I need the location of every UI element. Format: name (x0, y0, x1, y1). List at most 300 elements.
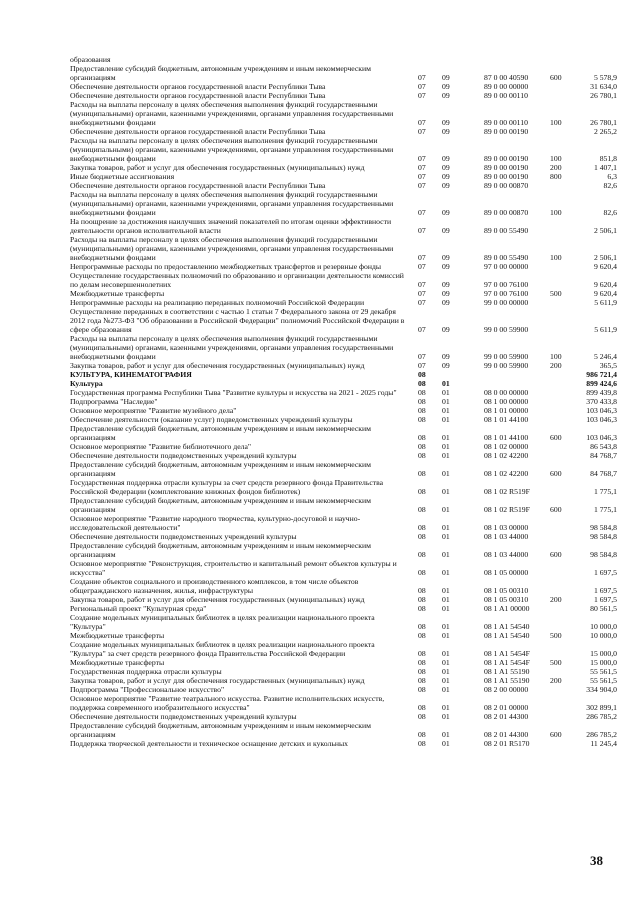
table-row (70, 190, 617, 217)
row-section-code: 07 (418, 361, 426, 370)
row-expense-type: 200 (550, 163, 562, 172)
row-amount: 365,5 (599, 361, 617, 370)
row-section-code: 08 (418, 658, 426, 667)
row-amount: 86 543,8 (590, 442, 617, 451)
row-subsection-code: 01 (442, 730, 450, 739)
row-target-article: 08 1 02 R519F (484, 505, 530, 514)
row-section-code: 08 (418, 550, 426, 559)
row-subsection-code: 01 (442, 631, 450, 640)
row-section-code: 07 (418, 289, 426, 298)
row-amount: 84 768,7 (590, 469, 617, 478)
row-target-article: 08 1 A1 54540 (484, 622, 530, 631)
row-expense-type (550, 370, 584, 379)
row-target-article: 99 0 00 59900 (484, 325, 529, 334)
row-section-code: 08 (418, 631, 426, 640)
row-amount: 286 785,2 (586, 730, 617, 739)
row-name: Предоставление субсидий бюджетным, автономным учреждениям и иным некоммерческим организациям (70, 721, 371, 739)
row-target-article: 08 1 03 44000 (484, 532, 529, 541)
row-amount: 10 000,0 (590, 622, 617, 631)
row-section-code: 08 (418, 685, 426, 694)
row-amount: 82,6 (603, 181, 617, 190)
table-row (70, 262, 617, 271)
row-target-article: 89 0 00 00870 (484, 181, 529, 190)
row-expense-type (550, 451, 584, 460)
table-row (70, 181, 617, 190)
table-row (70, 388, 617, 397)
row-name: Расходы на выплаты персоналу в целях обеспечения выполнения функций государственными (муниципальными) органами, казенными учреждениями, органами управления государственными внебюджетными фондами (70, 334, 394, 361)
row-amount: 899 439,8 (586, 388, 617, 397)
row-expense-type (550, 307, 584, 334)
row-name: Обеспечение деятельности органов государственной власти Республики Тыва (70, 127, 326, 136)
row-subsection-code: 09 (442, 127, 450, 136)
row-name: На поощрение за достижения наилучших значений показателей по итогам оценки эффективности деятельности органов исполнительной власти (70, 217, 392, 235)
row-subsection-code: 01 (442, 469, 450, 478)
row-expense-type (550, 577, 584, 595)
row-name: образования (70, 55, 111, 64)
row-name: Культура (70, 379, 103, 388)
row-section-code: 08 (418, 532, 426, 541)
row-expense-type: 800 (550, 172, 562, 181)
row-amount: 286 785,2 (586, 712, 617, 721)
row-target-article (484, 370, 550, 379)
table-row (70, 271, 617, 289)
row-subsection-code: 01 (442, 550, 450, 559)
row-subsection-code: 09 (442, 352, 450, 361)
row-section-code: 07 (418, 208, 426, 217)
row-section-code: 08 (418, 730, 426, 739)
table-row (70, 595, 617, 604)
row-amount: 1 775,1 (593, 505, 617, 514)
row-section-code: 08 (418, 604, 426, 613)
row-target-article: 08 1 02 42200 (484, 469, 529, 478)
row-expense-type (550, 667, 584, 676)
row-name: Обеспечение деятельности органов государственной власти Республики Тыва (70, 181, 326, 190)
row-target-article: 08 2 01 44300 (484, 730, 529, 739)
row-target-article: 08 1 A1 5454F (484, 658, 530, 667)
row-section-code: 08 (418, 379, 426, 388)
table-row (70, 406, 617, 415)
row-name: Закупка товаров, работ и услуг для обеспечения государственных (муниципальных) нужд (70, 595, 365, 604)
row-name: Региональный проект "Культурная среда" (70, 604, 207, 613)
row-expense-type (550, 298, 584, 307)
row-name: Расходы на выплаты персоналу в целях обеспечения выполнения функций государственными (муниципальными) органами, казенными учреждениями, органами управления государственными внебюджетными фондами (70, 190, 394, 217)
row-section-code: 08 (418, 568, 426, 577)
row-expense-type: 600 (550, 505, 562, 514)
row-section-code: 07 (418, 298, 426, 307)
table-row (70, 559, 617, 577)
row-expense-type (550, 613, 584, 631)
row-amount: 1 407,1 (593, 163, 617, 172)
row-amount: 82,6 (603, 208, 617, 217)
table-row (70, 298, 617, 307)
row-section-code: 08 (418, 415, 426, 424)
table-row (70, 685, 617, 694)
row-expense-type (550, 739, 584, 748)
row-expense-type (550, 406, 584, 415)
row-target-article: 89 0 00 00110 (484, 118, 528, 127)
row-section-code: 08 (418, 739, 426, 748)
row-target-article: 08 1 05 00310 (484, 595, 529, 604)
row-name: Иные бюджетные ассигнования (70, 172, 175, 181)
row-amount: 98 584,8 (590, 523, 617, 532)
row-section-code: 08 (418, 433, 426, 442)
row-name: Обеспечение деятельности (оказание услуг) подведомственных учреждений культуры (70, 415, 353, 424)
table-row (70, 478, 617, 496)
row-amount: 302 899,1 (586, 703, 617, 712)
row-name: Предоставление субсидий бюджетным, автономным учреждениям и иным некоммерческим организациям (70, 496, 371, 514)
row-section-code: 08 (418, 676, 426, 685)
table-row (70, 442, 617, 451)
row-amount: 15 000,0 (590, 649, 617, 658)
row-expense-type: 100 (550, 154, 562, 163)
row-subsection-code: 01 (442, 406, 450, 415)
row-name: Создание объектов социального и производственного комплексов, в том числе объектов общегражданского назначения, жилья, инфраструктуры (70, 577, 359, 595)
row-amount: 1 697,5 (593, 595, 617, 604)
table-row (70, 460, 617, 478)
row-target-article: 08 1 03 44000 (484, 550, 529, 559)
row-amount: 5 611,9 (594, 325, 617, 334)
row-subsection-code: 09 (442, 253, 450, 262)
row-target-article: 08 1 03 00000 (484, 523, 529, 532)
row-amount: 2 265,2 (593, 127, 617, 136)
table-row (70, 334, 617, 361)
row-subsection-code: 01 (442, 433, 450, 442)
table-row (70, 172, 617, 181)
table-row (70, 514, 617, 532)
row-amount: 9 620,4 (593, 280, 617, 289)
row-expense-type: 200 (550, 361, 562, 370)
row-amount: 2 506,1 (593, 226, 617, 235)
row-name: Осуществление переданных в соответствии с частью 1 статьи 7 Федерального закона от 29 декабря 2012 года №273-ФЗ "Об образовании в Российской Федерации" полномочий Российской Федерации в сфере образования (70, 307, 405, 334)
row-subsection-code: 01 (442, 595, 450, 604)
row-subsection-code: 01 (442, 415, 450, 424)
row-expense-type: 100 (550, 118, 562, 127)
row-subsection-code: 09 (442, 91, 450, 100)
row-section-code: 07 (418, 280, 426, 289)
row-name: Основное мероприятие "Развитие библиотечного дела" (70, 442, 252, 451)
row-name: Государственная программа Республики Тыва "Развитие культуры и искусства на 2021 - 2025 годы" (70, 388, 397, 397)
row-subsection-code: 09 (442, 73, 450, 82)
row-name: Непрограммные расходы по предоставлению межбюджетных трансфертов и резервные фонды (70, 262, 382, 271)
row-amount: 2 506,1 (593, 253, 617, 262)
row-expense-type: 600 (550, 433, 562, 442)
row-target-article: 08 1 00 00000 (484, 397, 529, 406)
row-amount: 9 620,4 (593, 289, 617, 298)
row-section-code: 08 (418, 370, 426, 379)
row-amount: 370 433,8 (586, 397, 617, 406)
row-target-article: 97 0 00 00000 (484, 262, 529, 271)
row-name: Основное мероприятие "Реконструкция, строительство и капитальный ремонт объектов культуры и искусства" (70, 559, 397, 577)
row-subsection-code: 09 (442, 280, 450, 289)
row-section-code: 07 (418, 172, 426, 181)
table-row (70, 100, 617, 127)
row-name: Предоставление субсидий бюджетным, автономным учреждениям и иным некоммерческим организациям (70, 460, 371, 478)
row-subsection-code: 01 (442, 568, 450, 577)
row-amount: 1 697,5 (593, 568, 617, 577)
row-expense-type (550, 55, 584, 64)
table-row (70, 415, 617, 424)
row-amount: 26 780,1 (590, 91, 617, 100)
row-section-code: 08 (418, 622, 426, 631)
row-expense-type: 100 (550, 208, 562, 217)
row-name: Предоставление субсидий бюджетным, автономным учреждениям и иным некоммерческим организациям (70, 64, 371, 82)
row-section-code: 08 (418, 406, 426, 415)
row-subsection-code: 01 (442, 586, 450, 595)
row-section-code: 08 (418, 487, 426, 496)
row-target-article: 99 0 00 59900 (484, 361, 529, 370)
row-amount: 31 634,0 (590, 82, 617, 91)
table-row (70, 541, 617, 559)
table-row (70, 739, 617, 748)
row-amount: 899 424,6 (586, 379, 617, 388)
row-subsection-code: 01 (442, 649, 450, 658)
row-target-article: 08 1 A1 55190 (484, 667, 530, 676)
row-name: Предоставление субсидий бюджетным, автономным учреждениям и иным некоммерческим организациям (70, 541, 371, 559)
row-expense-type (550, 262, 584, 271)
row-expense-type (550, 694, 584, 712)
row-amount: 5 246,4 (593, 352, 617, 361)
row-section-code: 08 (418, 388, 426, 397)
row-amount: 98 584,8 (590, 550, 617, 559)
row-amount: 55 561,5 (590, 676, 617, 685)
table-row (70, 379, 617, 388)
row-name: Осуществление государственных полномочий по образованию и организации деятельности комиссий по делам несовершеннолетних (70, 271, 404, 289)
row-subsection-code: 01 (442, 532, 450, 541)
row-subsection-code: 01 (442, 622, 450, 631)
row-subsection-code: 09 (442, 118, 450, 127)
row-name: Закупка товаров, работ и услуг для обеспечения государственных (муниципальных) нужд (70, 163, 365, 172)
row-subsection-code: 01 (442, 505, 450, 514)
row-subsection-code: 09 (442, 289, 450, 298)
row-subsection-code: 01 (442, 703, 450, 712)
row-section-code: 08 (418, 469, 426, 478)
row-expense-type (550, 397, 584, 406)
table-row (70, 694, 617, 712)
row-name: Обеспечение деятельности органов государственной власти Республики Тыва (70, 82, 326, 91)
table-row (70, 667, 617, 676)
row-target-article: 08 1 02 00000 (484, 442, 529, 451)
row-target-article: 89 0 00 00000 (484, 82, 529, 91)
row-subsection-code: 01 (442, 379, 450, 388)
row-name: Межбюджетные трансферты (70, 658, 165, 667)
row-name: Обеспечение деятельности подведомственных учреждений культуры (70, 451, 297, 460)
row-name: Закупка товаров, работ и услуг для обеспечения государственных (муниципальных) нужд (70, 361, 365, 370)
row-name: Основное мероприятие "Развитие театрального искусства. Развитие исполнительских искусств, поддержка современного изобразительного искусства" (70, 694, 385, 712)
table-row (70, 217, 617, 235)
row-name: Создание модельных муниципальных библиотек в целях реализации национального проекта "Культура" (70, 613, 375, 631)
row-subsection-code: 01 (442, 685, 450, 694)
row-target-article: 08 2 01 R5170 (484, 739, 530, 748)
row-amount: 11 245,4 (590, 739, 617, 748)
row-subsection-code: 01 (442, 523, 450, 532)
row-subsection-code: 09 (442, 325, 450, 334)
row-subsection-code (442, 370, 484, 379)
row-amount: 851,8 (599, 154, 617, 163)
row-expense-type (550, 82, 584, 91)
row-target-article: 08 1 01 00000 (484, 406, 529, 415)
row-expense-type: 600 (550, 73, 562, 82)
row-expense-type (550, 640, 584, 658)
row-subsection-code: 01 (442, 451, 450, 460)
budget-table (70, 55, 617, 748)
row-name: Создание модельных муниципальных библиотек в целях реализации национального проекта "Культура" за счет средств резервного фонда Правительства Российской Федерации (70, 640, 375, 658)
row-name: Подпрограмма "Наследие" (70, 397, 158, 406)
row-subsection-code: 09 (442, 181, 450, 190)
row-expense-type (550, 217, 584, 235)
row-name: Непрограммные расходы на реализацию переданных полномочий Российской Федерации (70, 298, 365, 307)
row-amount: 26 780,1 (590, 118, 617, 127)
table-row (70, 91, 617, 100)
table-row (70, 136, 617, 163)
row-subsection-code: 01 (442, 712, 450, 721)
row-section-code: 08 (418, 667, 426, 676)
row-expense-type: 100 (550, 352, 562, 361)
row-target-article: 99 0 00 00000 (484, 298, 529, 307)
row-target-article: 08 0 00 00000 (484, 388, 529, 397)
row-amount: 986 721,4 (586, 370, 617, 379)
row-name: Расходы на выплаты персоналу в целях обеспечения выполнения функций государственными (муниципальными) органами, казенными учреждениями, органами управления государственными внебюджетными фондами (70, 235, 394, 262)
table-row (70, 496, 617, 514)
row-target-article: 08 1 A1 55190 (484, 676, 530, 685)
row-expense-type (550, 127, 584, 136)
row-name: Обеспечение деятельности подведомственных учреждений культуры (70, 532, 297, 541)
row-expense-type: 600 (550, 469, 562, 478)
row-amount: 15 000,0 (590, 658, 617, 667)
row-name: Закупка товаров, работ и услуг для обеспечения государственных (муниципальных) нужд (70, 676, 365, 685)
row-subsection-code: 01 (442, 676, 450, 685)
table-row (70, 82, 617, 91)
row-target-article: 08 1 05 00310 (484, 586, 529, 595)
row-amount: 6,3 (607, 172, 617, 181)
row-subsection-code: 01 (442, 739, 450, 748)
row-section-code: 07 (418, 226, 426, 235)
row-amount (584, 55, 617, 64)
row-target-article: 99 0 00 59900 (484, 352, 529, 361)
row-target-article: 08 1 A1 00000 (484, 604, 530, 613)
row-section-code: 08 (418, 505, 426, 514)
row-name: Обеспечение деятельности органов государственной власти Республики Тыва (70, 91, 326, 100)
row-section-code: 08 (418, 703, 426, 712)
row-section-code: 07 (418, 154, 426, 163)
row-amount: 103 046,3 (586, 406, 617, 415)
row-name: Государственная поддержка отрасли культуры за счет средств резервного фонда Правительства Российской Федерации (комплектование книжных фондов библиотек) (70, 478, 384, 496)
row-expense-type (550, 514, 584, 532)
row-amount: 84 768,7 (590, 451, 617, 460)
row-name: Подпрограмма "Профессиональное искусство" (70, 685, 225, 694)
row-name: Государственная поддержка отрасли культуры (70, 667, 222, 676)
row-section-code: 07 (418, 118, 426, 127)
row-expense-type (550, 442, 584, 451)
row-expense-type (550, 532, 584, 541)
row-section-code: 08 (418, 451, 426, 460)
row-expense-type (550, 388, 584, 397)
row-amount: 98 584,8 (590, 532, 617, 541)
row-section-code: 07 (418, 253, 426, 262)
row-expense-type: 600 (550, 550, 562, 559)
row-target-article: 89 0 00 55490 (484, 253, 529, 262)
row-amount: 55 561,5 (590, 667, 617, 676)
row-amount: 334 904,0 (586, 685, 617, 694)
table-row (70, 613, 617, 631)
row-target-article: 87 0 00 40590 (484, 73, 529, 82)
row-target-article (484, 55, 550, 64)
row-subsection-code: 01 (442, 667, 450, 676)
row-section-code: 07 (418, 262, 426, 271)
row-section-code: 08 (418, 586, 426, 595)
row-amount: 10 000,0 (590, 631, 617, 640)
row-name: Поддержка творческой деятельности и техническое оснащение детских и кукольных (70, 739, 348, 748)
table-row (70, 397, 617, 406)
row-name: Основное мероприятие "Развитие музейного дела" (70, 406, 237, 415)
row-target-article: 89 0 00 00870 (484, 208, 529, 217)
table-row (70, 721, 617, 739)
page-number: 38 (590, 853, 603, 868)
row-expense-type (550, 712, 584, 721)
row-expense-type: 600 (550, 730, 562, 739)
table-row (70, 307, 617, 334)
row-subsection-code: 09 (442, 208, 450, 217)
budget-table-body (70, 55, 617, 748)
table-row (70, 577, 617, 595)
row-target-article: 08 1 A1 5454F (484, 649, 530, 658)
table-row (70, 289, 617, 298)
row-subsection-code: 09 (442, 154, 450, 163)
table-row (70, 370, 617, 379)
table-row (70, 127, 617, 136)
row-subsection-code: 09 (442, 82, 450, 91)
row-target-article: 97 0 00 76100 (484, 280, 529, 289)
row-amount: 103 046,3 (586, 415, 617, 424)
row-amount: 1 775,1 (593, 487, 617, 496)
table-row (70, 676, 617, 685)
table-row (70, 235, 617, 262)
row-expense-type (550, 685, 584, 694)
row-amount: 9 620,4 (593, 262, 617, 271)
row-section-code: 07 (418, 73, 426, 82)
row-section-code: 08 (418, 712, 426, 721)
row-amount: 80 561,5 (590, 604, 617, 613)
row-expense-type: 500 (550, 631, 562, 640)
row-section-code: 08 (418, 442, 426, 451)
row-name: КУЛЬТУРА, КИНЕМАТОГРАФИЯ (70, 370, 192, 379)
row-section-code: 08 (418, 397, 426, 406)
table-row (70, 712, 617, 721)
row-expense-type (550, 604, 584, 613)
row-subsection-code: 09 (442, 262, 450, 271)
row-target-article: 97 0 00 76100 (484, 289, 529, 298)
table-row (70, 532, 617, 541)
row-target-article: 08 2 01 00000 (484, 703, 529, 712)
row-name: Предоставление субсидий бюджетным, автономным учреждениям и иным некоммерческим организациям (70, 424, 371, 442)
row-section-code: 07 (418, 181, 426, 190)
row-section-code: 07 (418, 127, 426, 136)
row-amount: 103 046,3 (586, 433, 617, 442)
row-expense-type: 100 (550, 253, 562, 262)
row-name: Межбюджетные трансферты (70, 631, 165, 640)
table-row (70, 631, 617, 640)
row-name: Обеспечение деятельности подведомственных учреждений культуры (70, 712, 297, 721)
row-target-article: 89 0 00 00110 (484, 91, 528, 100)
row-expense-type (550, 559, 584, 577)
row-target-article: 89 0 00 00190 (484, 127, 529, 136)
row-expense-type: 200 (550, 676, 562, 685)
table-row (70, 640, 617, 658)
row-name: Расходы на выплаты персоналу в целях обеспечения выполнения функций государственными (муниципальными) органами, казенными учреждениями, органами управления государственными внебюджетными фондами (70, 100, 394, 127)
row-expense-type (550, 271, 584, 289)
table-row (70, 451, 617, 460)
table-row (70, 55, 617, 64)
row-section-code: 08 (418, 523, 426, 532)
